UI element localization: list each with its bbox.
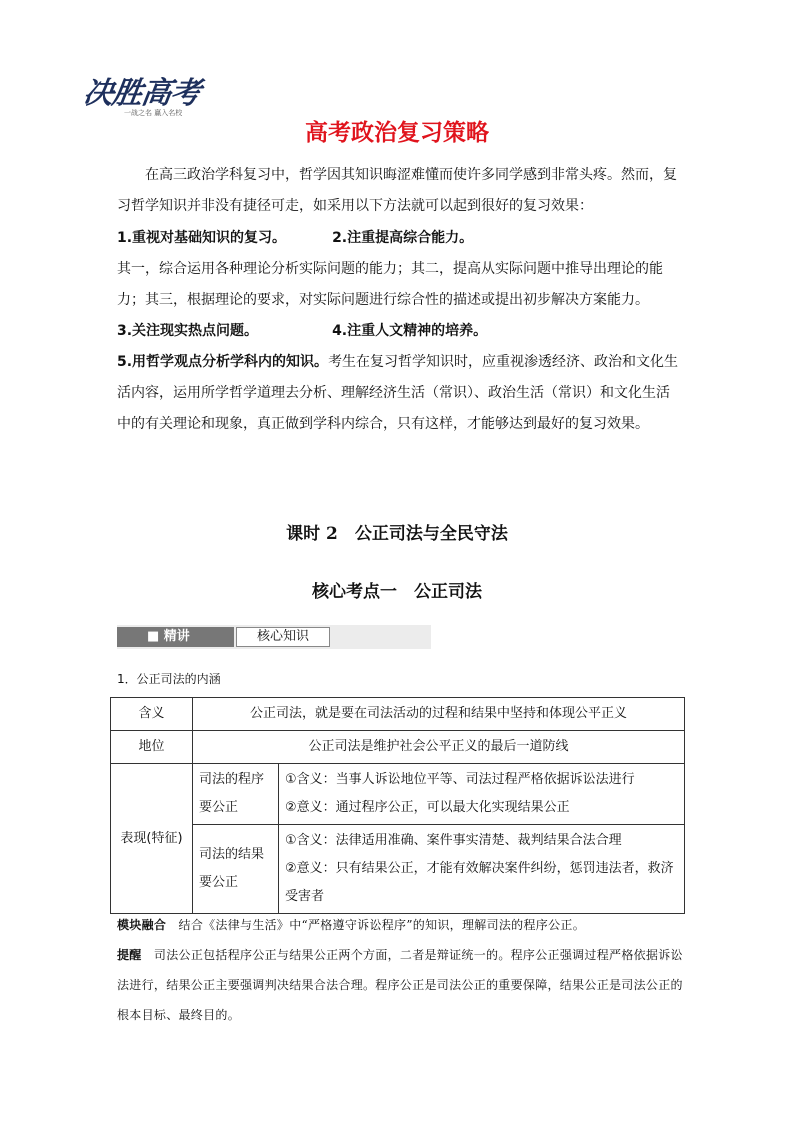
table-cell xyxy=(279,825,685,914)
tip-2-body: 其一，综合运用各种理论分析实际问题的能力；其二，提高从实际问题中推导出理论的能力；其三，根据理论的要求，对实际问题进行综合性的描述或提出初步解决方案能力。 xyxy=(117,261,663,308)
intro-paragraph: 在高三政治学科复习中，哲学因其知识晦涩难懂而使许多同学感到非常头疼。然而，复习哲学知识并非没有捷径可走，如采用以下方法就可以起到很好的复习效果： xyxy=(117,167,677,214)
banner-label-light: 核心知识 xyxy=(236,627,330,647)
table-cell: 公正司法是维护社会公平正义的最后一道防线 xyxy=(193,731,685,764)
tip-2: 2.注重提高综合能力。 xyxy=(332,230,474,246)
tip-1: 1.重视对基础知识的复习。 xyxy=(117,230,287,246)
section-heading: 1．公正司法的内涵 xyxy=(117,672,221,686)
cell-line: ②意义：只有结果公正，才能有效解决案件纠纷，惩罚违法者，救济受害者 xyxy=(285,861,674,904)
note-reminder xyxy=(117,940,683,1030)
logo-subtitle: 一战之名 赢入名校 xyxy=(124,109,183,117)
table-cell xyxy=(279,764,685,825)
table-row xyxy=(111,731,685,764)
note-module xyxy=(117,910,683,940)
tip-5-paragraph xyxy=(117,347,683,440)
note-text-reminder: 司法公正包括程序公正与结果公正两个方面，二者是辩证统一的。程序公正强调过程严格依据诉讼法进行，结果公正主要强调判决结果合法合理。程序公正是司法公正的重要保障，结果公正是司法公正的根本目标、最终目的。 xyxy=(117,948,683,1022)
content-table xyxy=(110,697,685,914)
cell-line: ①含义：当事人诉讼地位平等、司法过程严格依据诉讼法进行 xyxy=(285,772,635,787)
tips-row-3 xyxy=(117,316,683,347)
table-cell: 司法的程序要公正 xyxy=(193,764,279,825)
tip-5: 5.用哲学观点分析学科内的知识。 xyxy=(117,354,329,370)
table-row xyxy=(111,698,685,731)
tip-5-body: 考生在复习哲学知识时，应重视渗透经济、政治和文化生活内容，运用所学哲学道理去分析、理解经济生活（常识）、政治生活（常识）和文化生活中的有关理论和现象，真正做到学科内综合，只有这样，才能够达到最好的复习效果。 xyxy=(117,354,679,432)
note-text-module: 结合《法律与生活》中“严格遵守诉讼程序”的知识，理解司法的程序公正。 xyxy=(178,918,585,932)
table-row xyxy=(111,764,685,825)
core-title: 核心考点一 公正司法 xyxy=(312,582,482,602)
table-row xyxy=(111,825,685,914)
table-cell: 地位 xyxy=(111,731,193,764)
page-title: 高考政治复习策略 xyxy=(305,120,489,146)
tips-row-1 xyxy=(117,223,683,254)
note-label-module: 模块融合 xyxy=(117,918,167,932)
table-cell: 含义 xyxy=(111,698,193,731)
logo-text: 决胜高考 xyxy=(81,76,202,111)
table-cell: 表现(特征) xyxy=(111,764,193,914)
tip-3: 3.关注现实热点问题。 xyxy=(117,323,259,339)
tip-4: 4.注重人文精神的培养。 xyxy=(332,323,488,339)
note-label-reminder: 提醒 xyxy=(117,948,142,962)
lesson-title: 课时 2 公正司法与全民守法 xyxy=(286,524,508,544)
cell-line: ②意义：通过程序公正，可以最大化实现结果公正 xyxy=(285,800,570,815)
table-cell: 公正司法，就是要在司法活动的过程和结果中坚持和体现公平正义 xyxy=(193,698,685,731)
table-cell: 司法的结果要公正 xyxy=(193,825,279,914)
banner-label-dark: ■ 精讲 xyxy=(117,627,234,647)
cell-line: ①含义：法律适用准确、案件事实清楚、裁判结果合法合理 xyxy=(285,833,622,848)
